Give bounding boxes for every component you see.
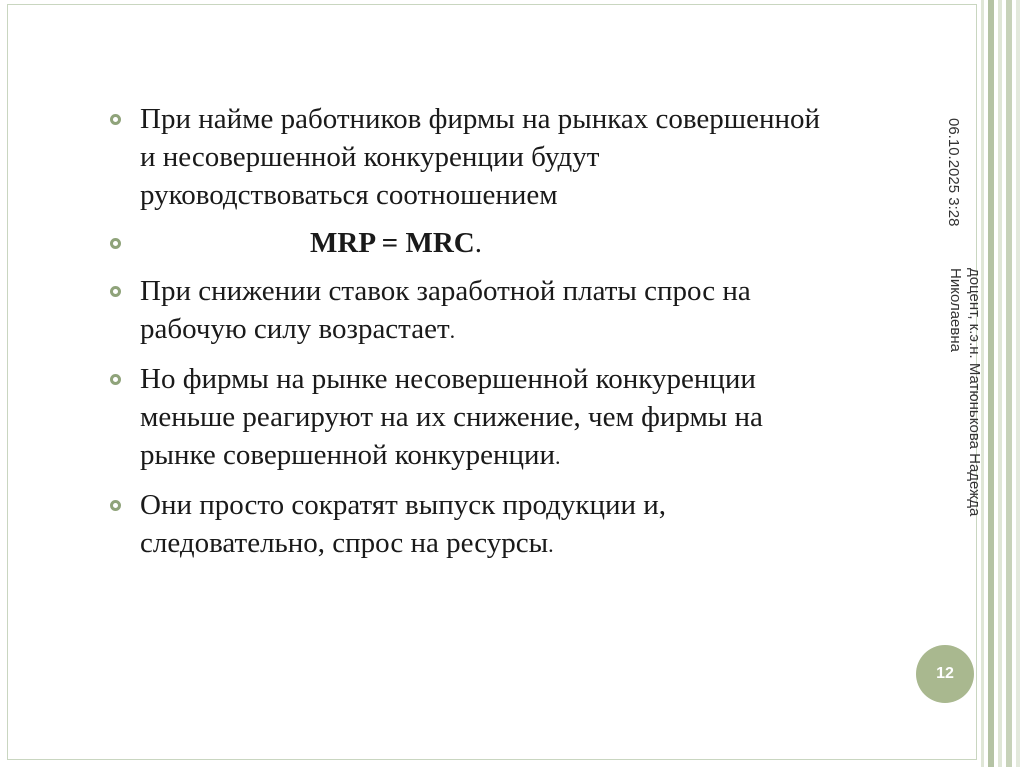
bullet-circle-icon: [110, 286, 121, 297]
bullet-circle-icon: [110, 374, 121, 385]
bullet-circle-icon: [110, 500, 121, 511]
decorative-stripes: [980, 0, 1024, 767]
slide-date: 06.10.2025 3:28: [945, 118, 962, 227]
bullet-item-formula: [110, 224, 830, 262]
slide-content: [110, 100, 830, 574]
stripe: [998, 0, 1002, 767]
formula: [140, 224, 830, 262]
bullet-circle-icon: [110, 238, 121, 249]
bullet-text: При снижении ставок заработной платы спрос на рабочую силу возрастает: [140, 275, 751, 345]
formula-text: MRP = MRC: [310, 227, 475, 259]
page-number-badge: [916, 645, 974, 703]
stripe: [1016, 0, 1020, 767]
bullet-item: [110, 100, 830, 214]
bullet-end-dot: .: [548, 532, 554, 557]
bullet-circle-icon: [110, 114, 121, 125]
page-number: 12: [936, 665, 954, 682]
bullet-item: [110, 360, 830, 476]
stripe: [988, 0, 994, 767]
formula-dot: .: [474, 227, 482, 259]
bullet-item: [110, 486, 830, 564]
stripe: [1006, 0, 1012, 767]
bullet-end-dot: .: [555, 444, 561, 469]
bullet-item: [110, 272, 830, 350]
bullet-text: При найме работников фирмы на рынках совершенной и несовершенной конкуренции будут руководствоваться соотношением: [140, 103, 821, 211]
bullet-end-dot: .: [449, 318, 456, 343]
slide-author: доцент, к.э.н. Матюнькова Надежда Николаевна: [947, 268, 983, 517]
bullet-text: Они просто сократят выпуск продукции и, следовательно, спрос на ресурсы: [140, 489, 667, 559]
bullet-text: Но фирмы на рынке несовершенной конкуренции меньше реагируют на их снижение, чем фирмы на рынке совершенной конкуренции: [140, 363, 763, 471]
